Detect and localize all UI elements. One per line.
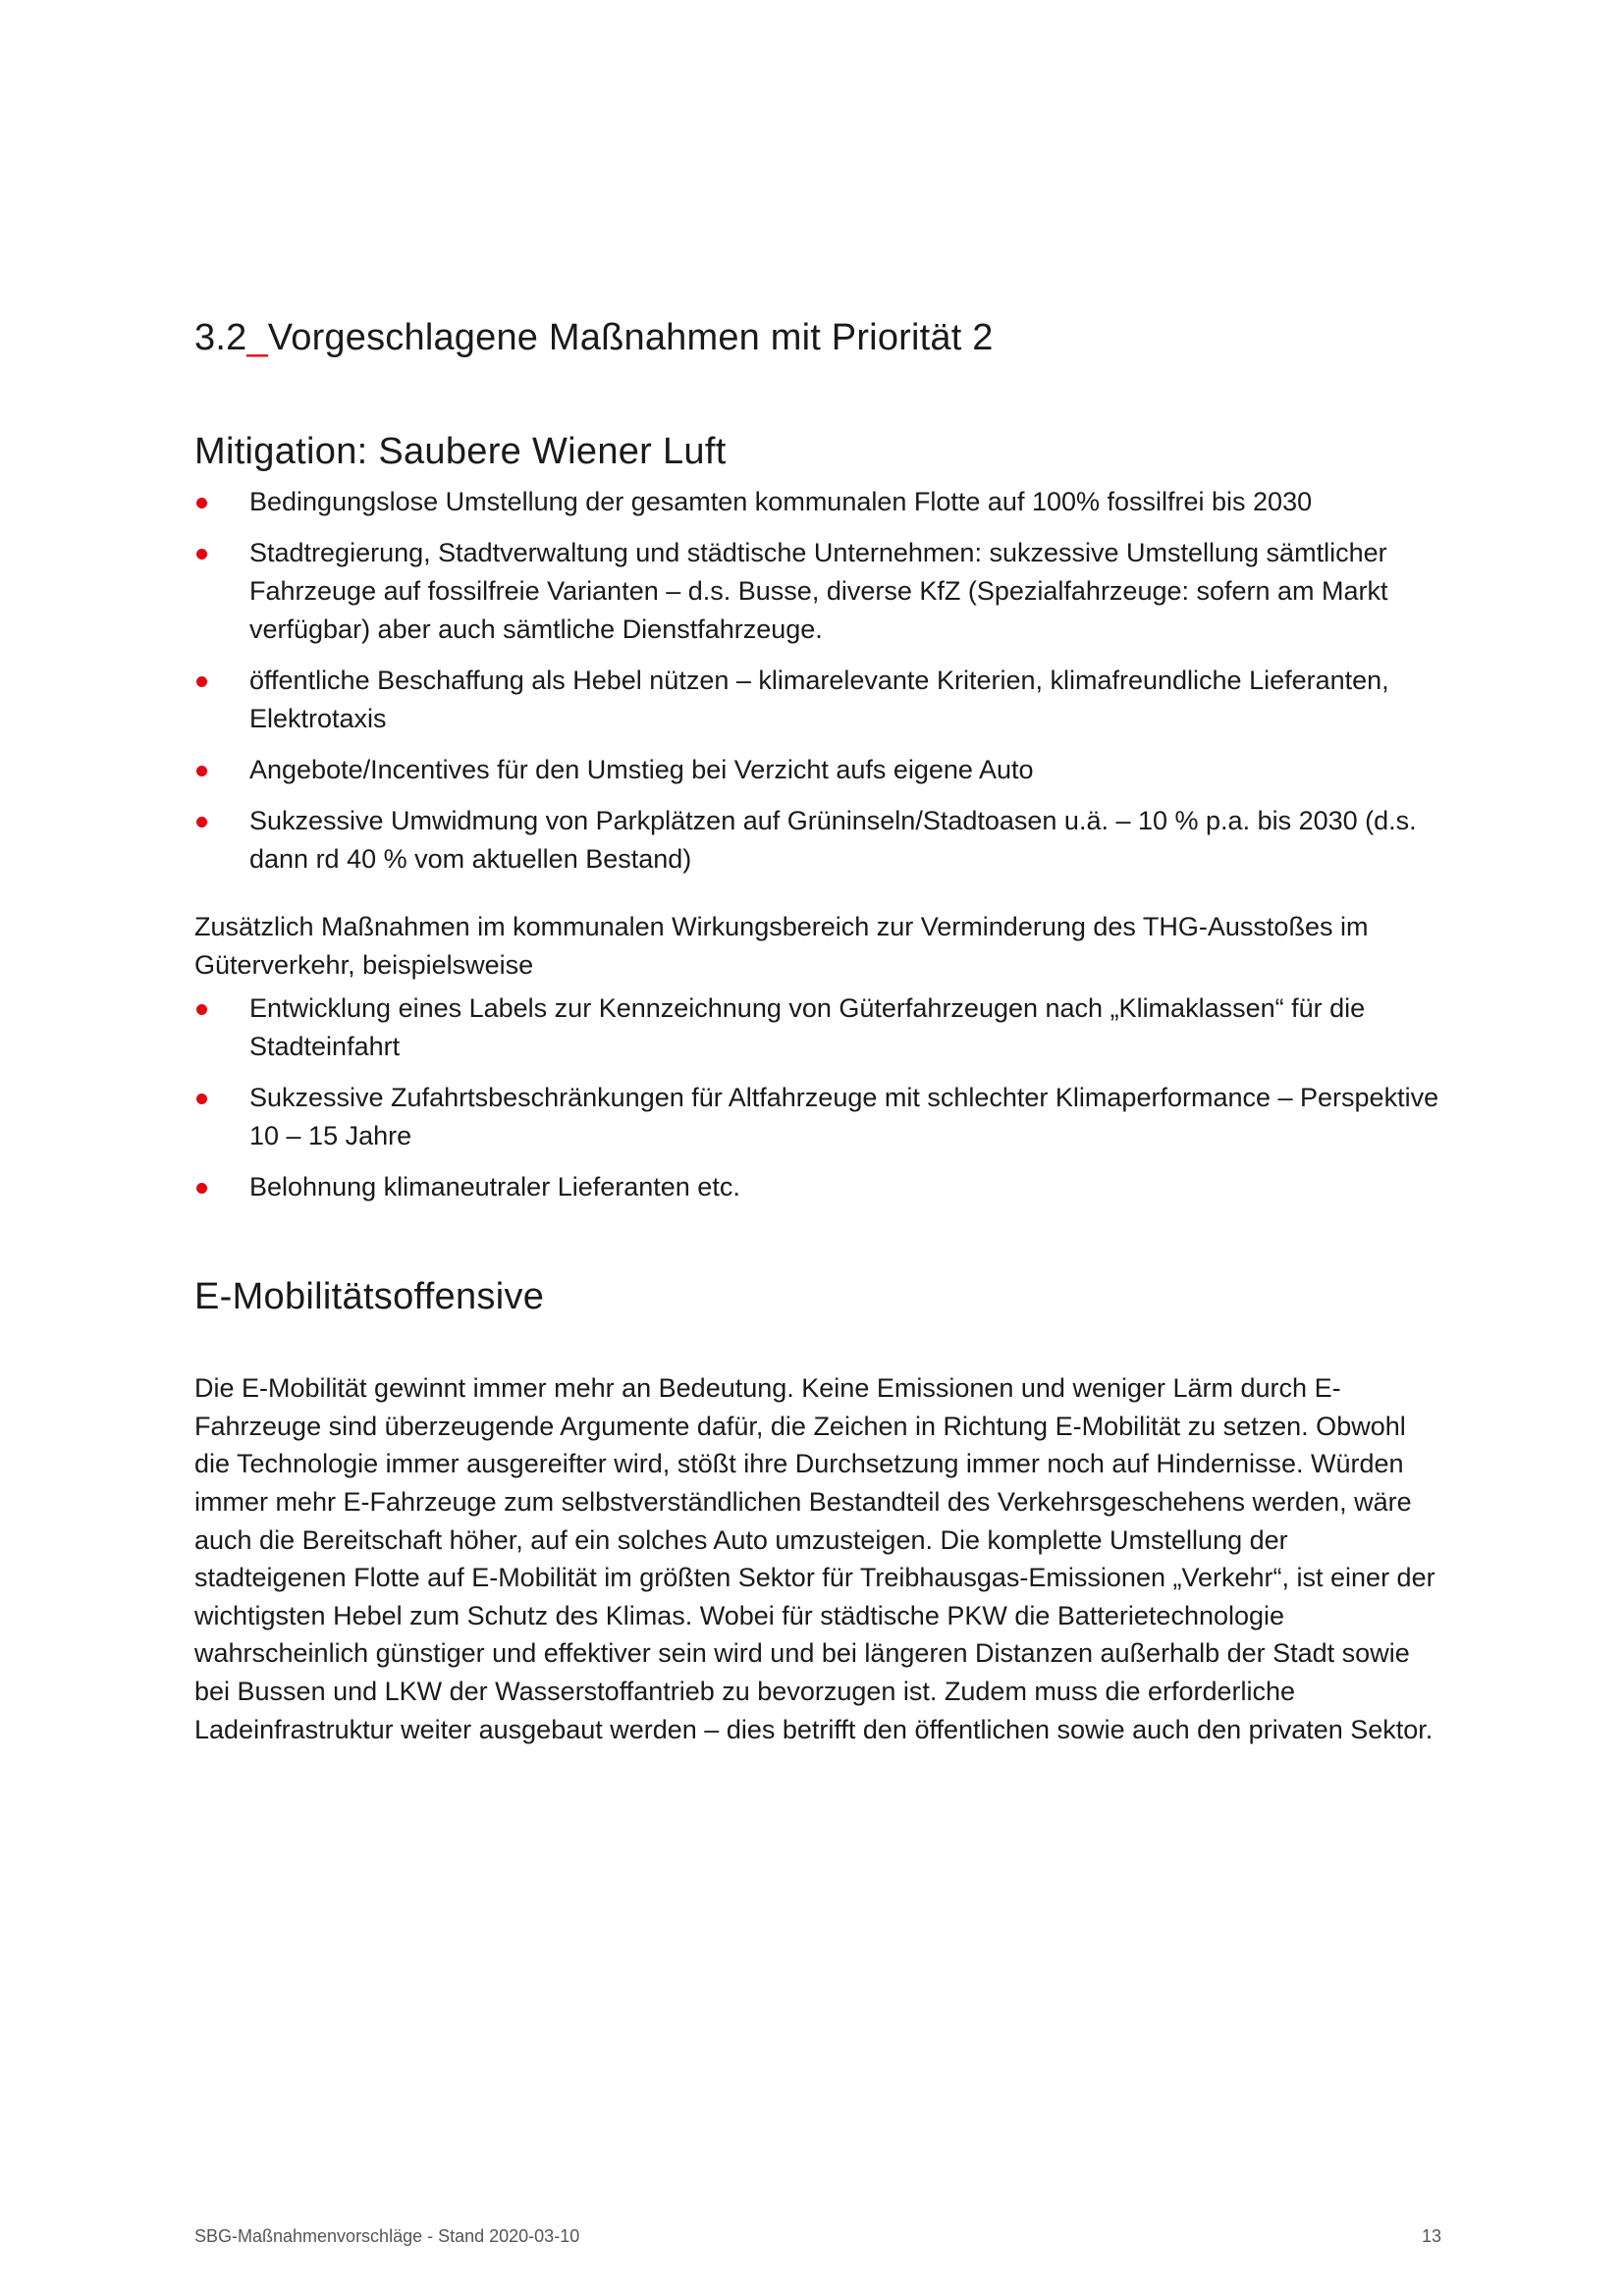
- list-item: [194, 662, 1441, 738]
- list-item-text: Angebote/Incentives für den Umstieg bei Verzicht aufs eigene Auto: [249, 755, 1034, 784]
- e-mobility-heading: E-Mobilitätsoffensive: [194, 1276, 545, 1318]
- footer-document-label: SBG-Maßnahmenvorschläge - Stand 2020-03-10: [194, 2226, 580, 2246]
- section-title: Vorgeschlagene Maßnahmen mit Priorität 2: [267, 317, 994, 358]
- list-item: [194, 989, 1441, 1066]
- list-item-text: Entwicklung eines Labels zur Kennzeichnung von Güterfahrzeugen nach „Klimaklassen“ für die Stadteinfahrt: [249, 993, 1366, 1062]
- list-item-text: Sukzessive Zufahrtsbeschränkungen für Altfahrzeuge mit schlechter Klimaperformance – Perspektive 10 – 15 Jahre: [249, 1083, 1439, 1151]
- bullet-icon: [196, 549, 207, 560]
- list-item-text: Stadtregierung, Stadtverwaltung und städtische Unternehmen: sukzessive Umstellung sämtlicher Fahrzeuge auf fossilfreie Varianten – d.s. Busse, diverse KfZ (Spezialfahrzeuge: sofern am Markt verfügbar) aber auch sämtliche Dienstfahrzeuge.: [249, 538, 1388, 644]
- page-content: [194, 312, 1441, 1748]
- list-item: [194, 751, 1441, 789]
- section-heading: [194, 312, 1441, 363]
- list-item: [194, 1079, 1441, 1155]
- section-number: 3.2: [194, 317, 247, 358]
- mitigation-bullet-list: [194, 483, 1441, 879]
- bullet-icon: [196, 1094, 207, 1104]
- list-item-text: Bedingungslose Umstellung der gesamten kommunalen Flotte auf 100% fossilfrei bis 2030: [249, 487, 1313, 516]
- list-item-text: öffentliche Beschaffung als Hebel nützen – klimarelevante Kriterien, klimafreundliche Lieferanten, Elektrotaxis: [249, 666, 1389, 733]
- list-item: [194, 483, 1441, 521]
- page-number: 13: [1421, 2226, 1441, 2246]
- bullet-icon: [196, 766, 207, 776]
- freight-bullet-list: [194, 989, 1441, 1206]
- list-item: [194, 1168, 1441, 1206]
- section-separator: _: [246, 317, 268, 358]
- e-mobility-paragraph: Die E-Mobilität gewinnt immer mehr an Bedeutung. Keine Emissionen und weniger Lärm durch E-Fahrzeuge sind überzeugende Argumente dafür, die Zeichen in Richtung E-Mobilität zu setzen. Obwohl die Technologie immer ausgereifter wird, stößt ihre Durchsetzung immer noch auf Hindernisse. Würden immer mehr E-Fahrzeuge zum selbstverständlichen Bestandteil des Verkehrsgeschehens werden, wäre auch die Bereitschaft höher, auf ein solches Auto umzusteigen. Die komplette Umstellung der stadteigenen Flotte auf E-Mobilität im größten Sektor für Treibhausgas-Emissionen „Verkehr“, ist einer der wichtigsten Hebel zum Schutz des Klimas. Wobei für städtische PKW die Batterietechnologie wahrscheinlich günstiger und effektiver sein wird und bei längeren Distanzen außerhalb der Stadt sowie bei Bussen und LKW der Wasserstoffantrieb zu bevorzugen ist. Zudem muss die erforderliche Ladeinfrastruktur weiter ausgebaut werden – dies betrifft den öffentlichen sowie auch den privaten Sektor.: [194, 1373, 1435, 1744]
- list-item-text: Belohnung klimaneutraler Lieferanten etc.: [249, 1172, 740, 1202]
- bullet-icon: [196, 498, 207, 508]
- list-item-text: Sukzessive Umwidmung von Parkplätzen auf Grüninseln/Stadtoasen u.ä. – 10 % p.a. bis 2030 (d.s. dann rd 40 % vom aktuellen Bestand): [249, 806, 1417, 874]
- bullet-icon: [196, 1004, 207, 1015]
- mitigation-heading: Mitigation: Saubere Wiener Luft: [194, 431, 727, 472]
- bullet-icon: [196, 817, 207, 828]
- list-item: [194, 802, 1441, 879]
- bullet-icon: [196, 1183, 207, 1194]
- list-item: [194, 534, 1441, 649]
- freight-intro-paragraph: Zusätzlich Maßnahmen im kommunalen Wirkungsbereich zur Verminderung des THG-Ausstoßes im Güterverkehr, beispielsweise: [194, 912, 1369, 980]
- bullet-icon: [196, 676, 207, 687]
